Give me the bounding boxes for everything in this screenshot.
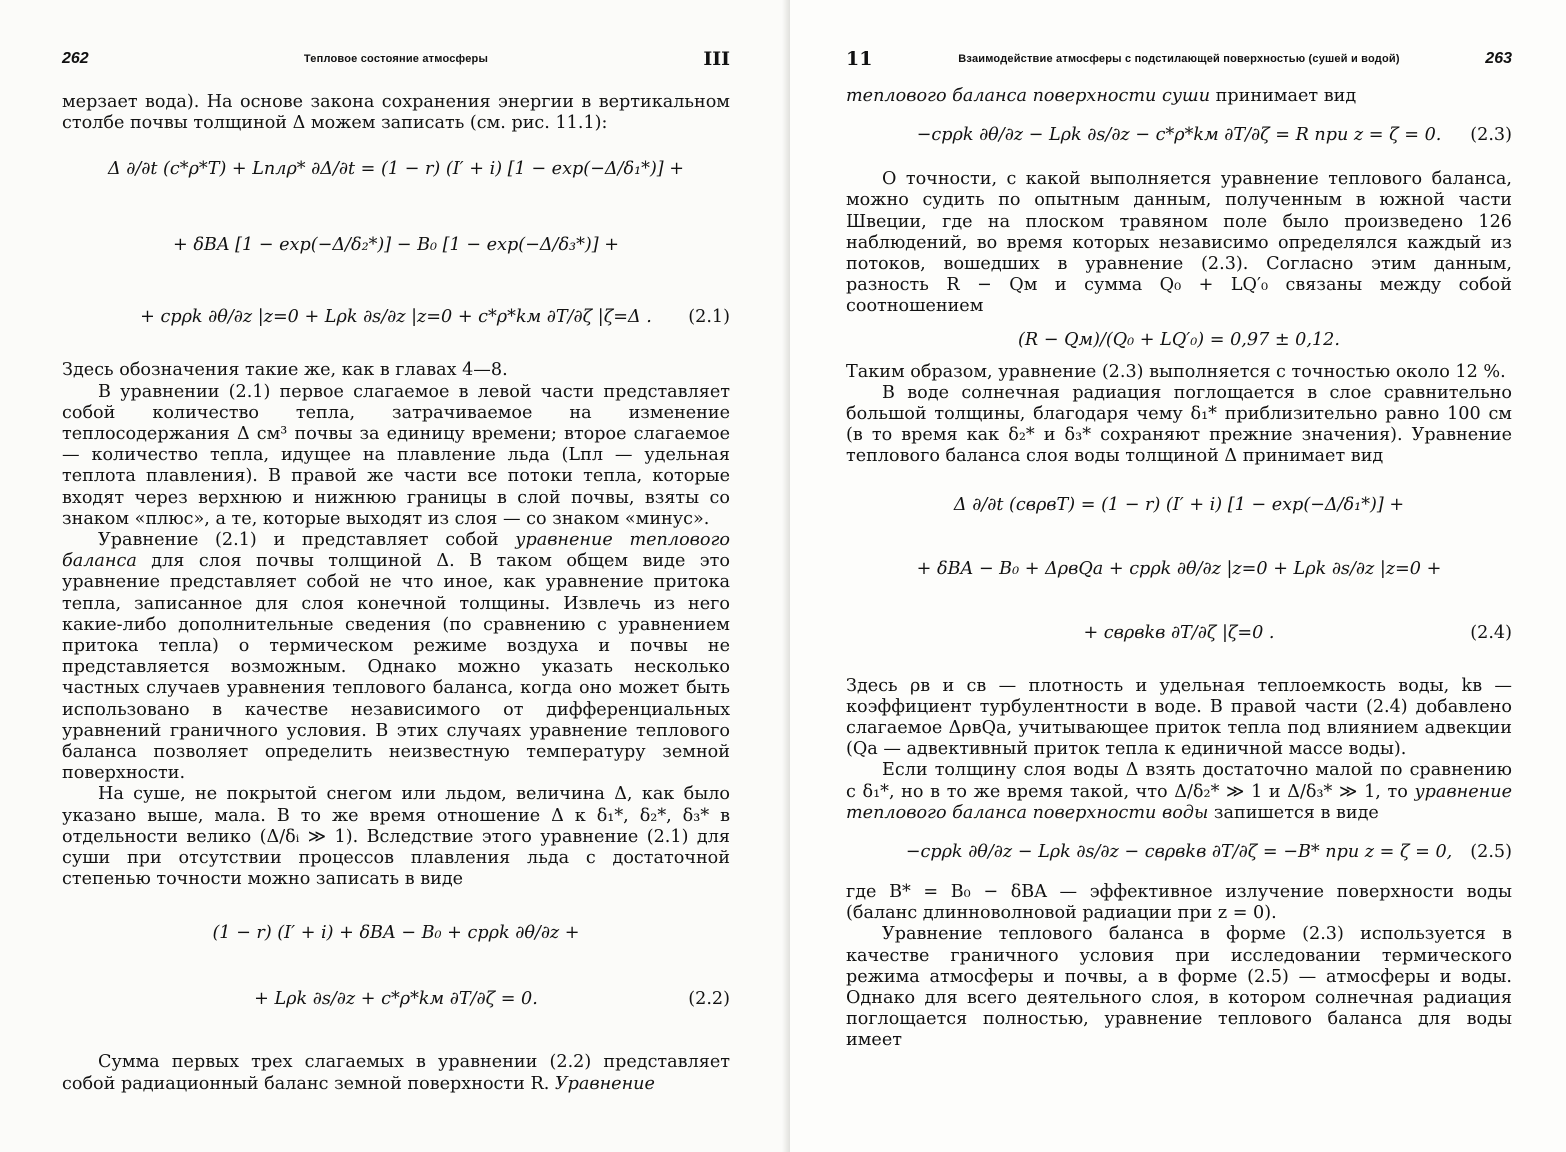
- left-para-4: [62, 530, 730, 784]
- eq-2-4-line-2: + δBA − B₀ + ΔρвQа + cpρk ∂θ/∂z |z=0 + Lρk ∂s/∂z |z=0 +: [916, 558, 1442, 579]
- eq-2-5-text: −cpρk ∂θ/∂z − Lρk ∂s/∂z − cвρвkв ∂T/∂ζ = −B* при z = ζ = 0,: [905, 842, 1453, 863]
- right-page: [790, 0, 1566, 1152]
- right-para-4: В воде солнечная радиация поглощается в слое сравнительно большой толщины, благодаря чему δ₁* приблизительно равно 100 см (в то время как δ₂* и δ₃* сохраняют прежние значения). Уравнение теплового баланса слоя воды толщиной Δ принимает вид: [846, 382, 1512, 467]
- eq-2-1-number: (2.1): [688, 307, 730, 328]
- right-para-5: Здесь ρв и cв — плотность и удельная теплоемкость воды, kв — коэффициент турбулентности в воде. В правой части (2.4) добавлено слагаемое ΔρвQа, учитывающее приток тепла под влиянием адвекции (Qа — адвективный приток тепла к единичной массе воды).: [846, 675, 1512, 760]
- eq-2-5-number: (2.5): [1470, 842, 1512, 863]
- running-head-right: [846, 48, 1512, 72]
- eq-2-3: [846, 113, 1512, 157]
- eq-2-3-text: −cpρk ∂θ/∂z − Lρk ∂s/∂z − c*ρ*kм ∂T/∂ζ = R при z = ζ = 0.: [916, 125, 1442, 146]
- right-para-8: Уравнение теплового баланса в форме (2.3) используется в качестве граничного условия при исследовании термического режима атмосферы и почвы, а в форме (2.5) — атмосферы и воды. Однако для всего деятельного слоя, в котором солнечная радиация поглощается полностью, уравнение теплового баланса для воды имеет: [846, 924, 1512, 1051]
- right-para-1-b: принимает вид: [1210, 86, 1357, 106]
- page-number-left: 262: [62, 50, 89, 67]
- eq-ratio: (R − Qм)/(Q₀ + LQ′₀) = 0,97 ± 0,12.: [1018, 329, 1340, 350]
- eq-2-2-line-1: (1 − r) (I′ + i) + δBA − B₀ + cpρk ∂θ/∂z +: [212, 923, 580, 944]
- eq-2-2-line-2-text: + Lρk ∂s/∂z + c*ρ*kм ∂T/∂ζ = 0.: [254, 989, 538, 1010]
- left-para-5: На суше, не покрытой снегом или льдом, величина Δ, как было указано выше, мала. В то же время отношение Δ к δ₁*, δ₂*, δ₃* в отдельности велико (Δ/δᵢ ≫ 1). Вследствие этого уравнение (2.1) для суши при отсутствии процессов плавления льда с достаточной степенью точности можно записать в виде: [62, 784, 730, 890]
- running-title-right: Взаимодействие атмосферы с подстилающей поверхностью (сушей и водой): [958, 53, 1400, 65]
- eq-2-1-line-1: Δ ∂/∂t (c*ρ*T) + Lплρ* ∂Δ/∂t = (1 − r) (I′ + i) [1 − exp(−Δ/δ₁*)] +: [107, 159, 685, 180]
- eq-2-1-line-3-text: + cpρk ∂θ/∂z |z=0 + Lρk ∂s/∂z |z=0 + c*ρ*kм ∂T/∂ζ |ζ=Δ .: [140, 307, 652, 328]
- eq-2-5: [846, 830, 1512, 874]
- right-para-6: [846, 760, 1512, 824]
- eq-2-4-number: (2.4): [1470, 622, 1512, 643]
- left-para-4-a: Уравнение (2.1) и представляет собой: [98, 530, 516, 551]
- eq-2-4-line-1: Δ ∂/∂t (cвρвT) = (1 − r) (I′ + i) [1 − exp(−Δ/δ₁*)] +: [953, 494, 1405, 515]
- eq-2-4-line-3-text: + cвρвkв ∂T/∂ζ |ζ=0 .: [1083, 622, 1275, 643]
- right-para-1: [846, 86, 1512, 107]
- left-para-6: [62, 1052, 730, 1094]
- left-para-1: мерзает вода). На основе закона сохранения энергии в вертикальном столбе почвы толщиной Δ можем записать (см. рис. 11.1):: [62, 92, 730, 134]
- left-para-4-em: уравнение теплового баланса: [62, 530, 730, 572]
- left-para-6-a: Сумма первых трех слагаемых в уравнении (2.2) представляет собой радиационный баланс земной поверхности R.: [62, 1052, 730, 1094]
- running-head-left: [62, 48, 730, 72]
- page-number-right: 263: [1485, 50, 1512, 67]
- eq-2-1-line-3: [62, 286, 730, 348]
- right-para-6-em: уравнение теплового баланса поверхности воды: [846, 781, 1512, 823]
- right-para-6-b: запишется в виде: [1208, 802, 1379, 823]
- chapter-number: 11: [846, 48, 873, 70]
- eq-2-2-number: (2.2): [688, 989, 730, 1010]
- right-para-1-em: теплового баланса поверхности суши: [846, 86, 1211, 106]
- right-body: [846, 86, 1512, 1052]
- left-para-6-em: Уравнение: [554, 1073, 655, 1094]
- left-para-4-b: для слоя почвы толщиной Δ. В таком общем виде это уравнение представляет собой не что иное, как уравнение притока тепла, записанное для слоя конечной толщины. Извлечь из него какие-либо дополнительные сведения (по сравнению с уравнением притока тепла) о термическом режиме воздуха и почвы не представляется возможным. Однако можно указать несколько частных случаев уравнения теплового баланса, когда оно может быть использовано в качестве независимого от дифференциальных уравнений граничного условия. В этих случаях уравнение теплового баланса позволяет определить неизвестную температуру земной поверхности.: [62, 551, 730, 784]
- left-para-2: Здесь обозначения такие же, как в главах 4—8.: [62, 360, 508, 381]
- eq-2-1-line-2: + δBA [1 − exp(−Δ/δ₂*)] − B₀ [1 − exp(−Δ/δ₃*)] +: [173, 235, 619, 256]
- right-para-3: Таким образом, уравнение (2.3) выполняется с точностью около 12 %.: [846, 361, 1506, 382]
- eq-2-2-line-2: [62, 968, 730, 1030]
- left-para-3: В уравнении (2.1) первое слагаемое в левой части представляет собой количество тепла, затрачиваемое на изменение теплосодержания Δ см³ почвы за единицу времени; второе слагаемое — количество тепла, идущее на плавление льда (Lпл — удельная теплота плавления). В правой же части все потоки тепла, которые входят через верхнюю и нижнюю границы в слой почвы, взяты со знаком «плюс», а те, которые выходят из слоя — со знаком «минус».: [62, 381, 730, 529]
- left-body: [62, 92, 730, 1095]
- right-para-7: где B* = B₀ − δBA — эффективное излучение поверхности воды (баланс длинноволновой радиации при z = 0).: [846, 882, 1512, 924]
- eq-2-3-number: (2.3): [1470, 125, 1512, 146]
- running-title-left: Тепловое состояние атмосферы: [303, 53, 489, 65]
- chapter-numeral: III: [703, 48, 730, 70]
- right-para-6-a: Если толщину слоя воды Δ взять достаточно малой по сравнению с δ₁*, но в то же время такой, что Δ/δ₂* ≫ 1 и Δ/δ₃* ≫ 1, то: [846, 760, 1512, 802]
- eq-2-4-line-3: [846, 602, 1512, 664]
- right-para-2: О точности, с какой выполняется уравнение теплового баланса, можно судить по опытным данным, полученным в южной части Швеции, где на плоском травяном поле было произведено 126 наблюдений, во время которых независимо определялся каждый из потоков, вошедших в уравнение (2.3). Согласно этим данным, разность R − Qм и сумма Q₀ + LQ′₀ связаны между собой соотношением: [846, 169, 1512, 317]
